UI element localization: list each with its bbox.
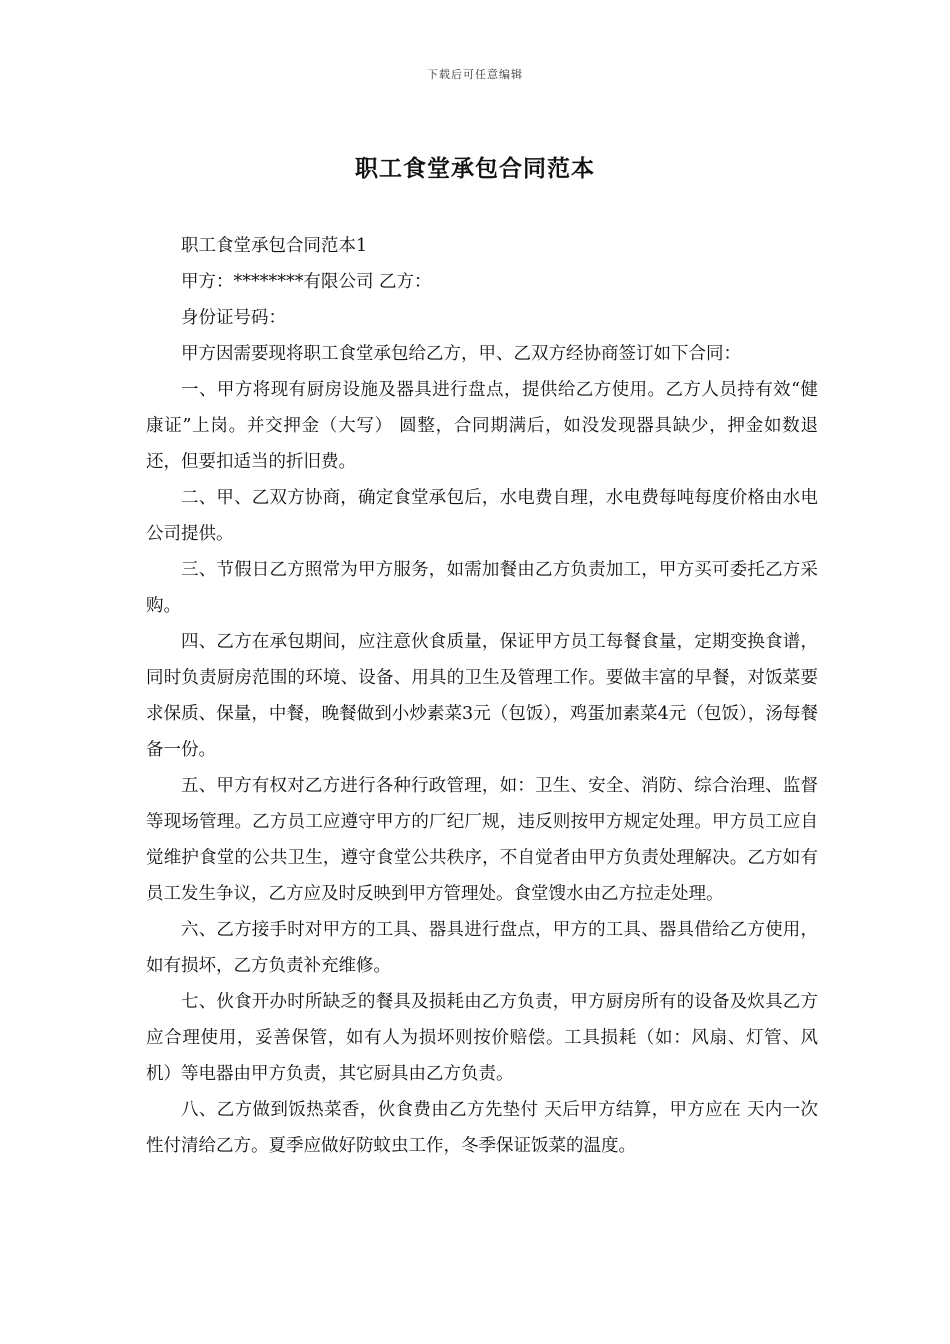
paragraph-clause-5: 五、甲方有权对乙方进行各种行政管理，如：卫生、安全、消防、综合治理、监督等现场管理。乙方员工应遵守甲方的厂纪厂规，违反则按甲方规定处理。甲方员工应自觉维护食堂的公共卫生，遵守食堂公共秩序，不自觉者由甲方负责处理解决。乙方如有员工发生争议，乙方应及时反映到甲方管理处。食堂馊水由乙方拉走处理。 — [146, 776, 818, 904]
paragraph-clause-6: 六、乙方接手时对甲方的工具、器具进行盘点，甲方的工具、器具借给乙方使用，如有损坏，乙方负责补充维修。 — [146, 920, 818, 976]
paragraph-clause-7: 七、伙食开办时所缺乏的餐具及损耗由乙方负责，甲方厨房所有的设备及炊具乙方应合理使用，妥善保管，如有人为损坏则按价赔偿。工具损耗（如：风扇、灯管、风机）等电器由甲方负责，其它厨具由乙方负责。 — [146, 992, 818, 1084]
paragraph-clause-8: 八、乙方做到饭热菜香，伙食费由乙方先垫付 天后甲方结算，甲方应在 天内一次性付清给乙方。夏季应做好防蚊虫工作，冬季保证饭菜的温度。 — [146, 1100, 818, 1156]
paragraph-clause-3: 三、节假日乙方照常为甲方服务，如需加餐由乙方负责加工，甲方买可委托乙方采购。 — [146, 560, 818, 616]
paragraph-parties: 甲方：********有限公司 乙方： — [181, 272, 432, 292]
paragraph-subtitle: 职工食堂承包合同范本1 — [181, 236, 368, 256]
paragraph-id-number: 身份证号码： — [181, 308, 286, 328]
document-body — [146, 228, 818, 1164]
header-note: 下载后可任意编辑 — [427, 68, 523, 81]
document-title: 职工食堂承包合同范本 — [355, 155, 595, 182]
paragraph-clause-1: 一、甲方将现有厨房设施及器具进行盘点，提供给乙方使用。乙方人员持有效“健康证”上岗。并交押金（大写） 圆整，合同期满后，如没发现器具缺少，押金如数退还，但要扣适当的折旧费。 — [146, 380, 818, 472]
paragraph-clause-2: 二、甲、乙双方协商，确定食堂承包后，水电费自理，水电费每吨每度价格由水电公司提供。 — [146, 488, 818, 544]
paragraph-clause-4: 四、乙方在承包期间，应注意伙食质量，保证甲方员工每餐食量，定期变换食谱，同时负责厨房范围的环境、设备、用具的卫生及管理工作。要做丰富的早餐，对饭菜要求保质、保量，中餐，晚餐做到小炒素菜3元（包饭），鸡蛋加素菜4元（包饭），汤每餐备一份。 — [146, 632, 818, 760]
paragraph-preamble: 甲方因需要现将职工食堂承包给乙方，甲、乙双方经协商签订如下合同： — [181, 344, 741, 364]
